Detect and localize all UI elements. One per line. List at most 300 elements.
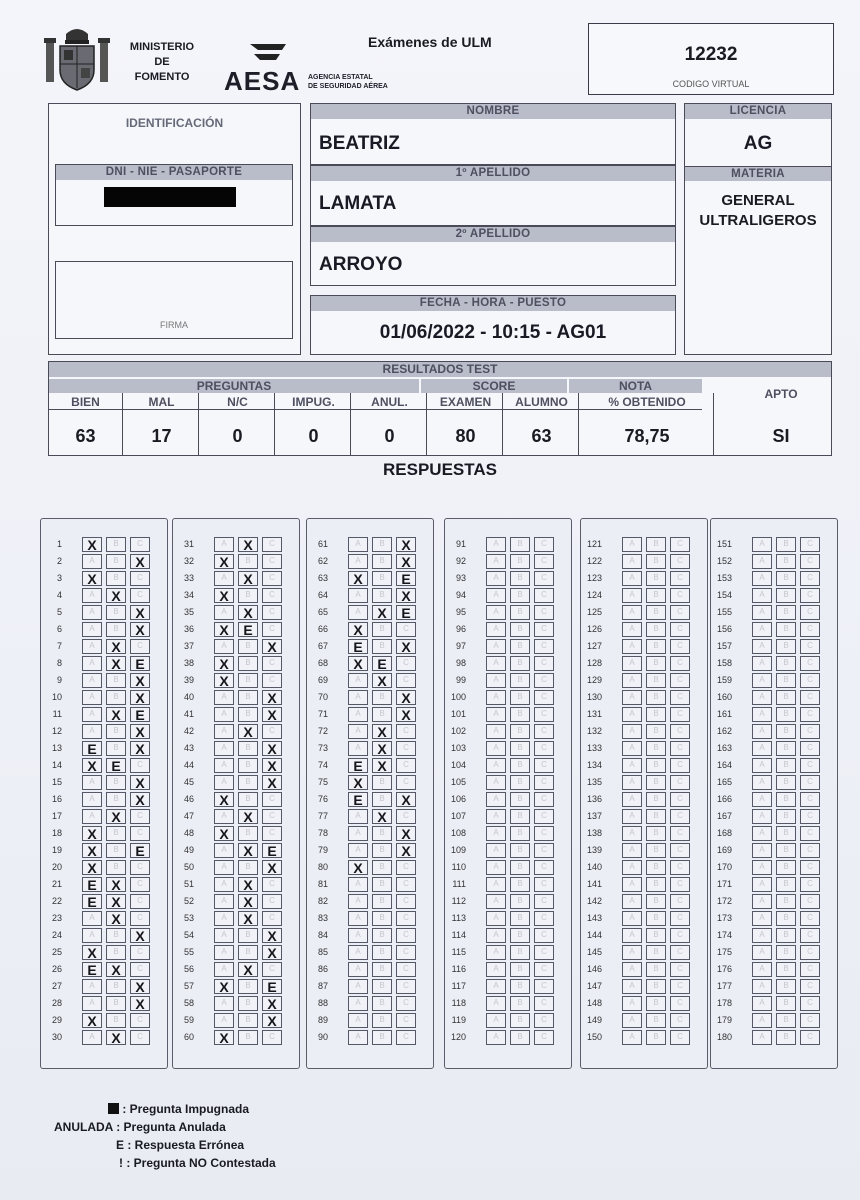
answer-bubble xyxy=(262,639,282,654)
answer-bubble xyxy=(396,809,416,824)
selected-answer-mark: X xyxy=(111,1030,121,1046)
option-letter: C xyxy=(541,1015,547,1024)
question-number: 65 xyxy=(317,607,328,617)
answer-bubble xyxy=(130,673,150,688)
option-letter: B xyxy=(653,726,659,735)
answer-bubble xyxy=(396,775,416,790)
answer-bubble xyxy=(510,996,530,1011)
answer-bubble xyxy=(214,554,234,569)
option-letter: A xyxy=(355,1015,361,1024)
answer-bubble xyxy=(800,588,820,603)
question-number: 58 xyxy=(183,998,194,1008)
question-number: 79 xyxy=(317,845,328,855)
option-letter: B xyxy=(245,556,251,565)
answer-bubble xyxy=(348,1030,368,1045)
agency-name-line: DE SEGURIDAD AÉREA xyxy=(308,83,388,90)
answer-bubble xyxy=(82,894,102,909)
answer-bubble xyxy=(510,962,530,977)
option-letter: C xyxy=(807,1032,813,1041)
answer-bubble xyxy=(130,724,150,739)
option-letter: C xyxy=(403,947,409,956)
answer-bubble xyxy=(752,928,772,943)
answer-bubble xyxy=(646,775,666,790)
answer-bubble xyxy=(670,1013,690,1028)
answer-bubble xyxy=(510,792,530,807)
surname2-value: ARROYO xyxy=(319,254,403,275)
answer-bubble xyxy=(372,775,392,790)
option-letter: B xyxy=(783,998,789,1007)
answer-bubble xyxy=(670,962,690,977)
answer-bubble xyxy=(238,605,258,620)
answer-bubble xyxy=(800,741,820,756)
option-letter: C xyxy=(541,675,547,684)
question-number: 103 xyxy=(450,743,466,753)
option-letter: C xyxy=(677,811,683,820)
question-number: 111 xyxy=(452,879,466,889)
answer-bubble xyxy=(670,656,690,671)
option-letter: B xyxy=(379,862,385,871)
question-number: 47 xyxy=(183,811,194,821)
answer-bubble xyxy=(534,792,554,807)
option-letter: B xyxy=(653,794,659,803)
option-letter: B xyxy=(517,828,523,837)
question-number: 26 xyxy=(51,964,62,974)
answer-bubble xyxy=(534,962,554,977)
option-letter: B xyxy=(379,828,385,837)
question-number: 175 xyxy=(716,947,732,957)
answer-bubble xyxy=(510,707,530,722)
option-letter: B xyxy=(517,590,523,599)
question-number: 141 xyxy=(586,879,602,889)
option-letter: A xyxy=(759,658,765,667)
option-letter: A xyxy=(629,709,635,718)
question-number: 78 xyxy=(317,828,328,838)
exam-title: Exámenes de ULM xyxy=(368,34,492,50)
option-letter: C xyxy=(541,845,547,854)
question-number: 13 xyxy=(51,743,62,753)
selected-answer-mark: X xyxy=(111,962,121,978)
question-number: 63 xyxy=(317,573,328,583)
option-letter: C xyxy=(541,590,547,599)
option-letter: B xyxy=(783,777,789,786)
option-letter: C xyxy=(677,709,683,718)
answer-bubble xyxy=(372,656,392,671)
answer-bubble xyxy=(106,707,126,722)
answer-bubble xyxy=(82,792,102,807)
option-letter: A xyxy=(89,981,95,990)
option-letter: C xyxy=(541,556,547,565)
answer-bubble xyxy=(776,809,796,824)
option-letter: B xyxy=(783,607,789,616)
answer-bubble xyxy=(752,894,772,909)
selected-answer-mark: X xyxy=(111,656,121,672)
answer-bubble xyxy=(534,826,554,841)
question-number: 92 xyxy=(455,556,466,566)
name-value: BEATRIZ xyxy=(319,133,400,154)
option-letter: B xyxy=(245,709,251,718)
option-letter: A xyxy=(759,794,765,803)
option-letter: B xyxy=(517,709,523,718)
answer-bubble xyxy=(510,554,530,569)
license-label: LICENCIA xyxy=(685,104,831,119)
answer-bubble xyxy=(262,724,282,739)
option-letter: A xyxy=(221,913,227,922)
answer-bubble xyxy=(348,605,368,620)
answer-bubble xyxy=(262,860,282,875)
option-letter: C xyxy=(677,641,683,650)
answer-bubble xyxy=(486,571,506,586)
option-letter: A xyxy=(221,573,227,582)
option-letter: B xyxy=(245,743,251,752)
option-letter: B xyxy=(783,760,789,769)
option-letter: B xyxy=(783,709,789,718)
option-letter: C xyxy=(807,947,813,956)
question-number: 33 xyxy=(183,573,194,583)
selected-answer-mark: X xyxy=(401,826,411,842)
option-letter: A xyxy=(355,913,361,922)
selected-answer-mark: X xyxy=(377,673,387,689)
answer-bubble xyxy=(130,945,150,960)
question-number: 39 xyxy=(183,675,194,685)
answer-bubble xyxy=(238,656,258,671)
option-letter: B xyxy=(379,896,385,905)
option-letter: C xyxy=(677,556,683,565)
option-letter: C xyxy=(807,862,813,871)
question-number: 70 xyxy=(317,692,328,702)
option-letter: C xyxy=(807,539,813,548)
answer-bubble xyxy=(510,622,530,637)
answer-bubble xyxy=(82,945,102,960)
option-letter: C xyxy=(677,1032,683,1041)
answer-bubble xyxy=(622,639,642,654)
option-letter: B xyxy=(245,658,251,667)
answer-bubble xyxy=(646,877,666,892)
selected-answer-mark: X xyxy=(219,554,229,570)
option-letter: B xyxy=(113,947,119,956)
option-letter: B xyxy=(653,641,659,650)
answer-bubble xyxy=(348,639,368,654)
option-letter: A xyxy=(221,709,227,718)
answer-bubble xyxy=(396,962,416,977)
answer-bubble xyxy=(348,758,368,773)
option-letter: C xyxy=(807,964,813,973)
answer-bubble xyxy=(396,724,416,739)
option-letter: C xyxy=(269,675,275,684)
answer-bubble xyxy=(752,690,772,705)
option-letter: B xyxy=(783,879,789,888)
question-number: 134 xyxy=(586,760,602,770)
option-letter: C xyxy=(137,862,143,871)
selected-answer-mark: X xyxy=(219,622,229,638)
option-letter: C xyxy=(807,709,813,718)
answer-bubble xyxy=(214,1030,234,1045)
answer-bubble xyxy=(130,826,150,841)
option-letter: B xyxy=(783,1015,789,1024)
answer-bubble xyxy=(646,741,666,756)
option-letter: C xyxy=(403,777,409,786)
option-letter: A xyxy=(493,692,499,701)
answer-bubble xyxy=(776,792,796,807)
answer-bubble xyxy=(214,979,234,994)
answer-bubble xyxy=(348,707,368,722)
question-number: 18 xyxy=(51,828,62,838)
answer-bubble xyxy=(130,656,150,671)
answer-bubble xyxy=(262,673,282,688)
answer-bubble xyxy=(752,792,772,807)
answer-bubble xyxy=(372,911,392,926)
option-letter: A xyxy=(629,913,635,922)
answer-bubble xyxy=(670,996,690,1011)
answer-bubble xyxy=(670,588,690,603)
selected-answer-mark: X xyxy=(135,741,145,757)
answer-bubble xyxy=(670,843,690,858)
answer-bubble xyxy=(622,622,642,637)
option-letter: C xyxy=(541,573,547,582)
option-letter: B xyxy=(653,862,659,871)
option-letter: A xyxy=(493,981,499,990)
answer-bubble xyxy=(800,758,820,773)
option-letter: C xyxy=(541,862,547,871)
answer-bubble xyxy=(622,860,642,875)
question-number: 109 xyxy=(450,845,466,855)
answer-bubble xyxy=(486,537,506,552)
answer-bubble xyxy=(534,911,554,926)
question-number: 27 xyxy=(51,981,62,991)
answer-bubble xyxy=(670,792,690,807)
answer-bubble xyxy=(396,571,416,586)
option-letter: A xyxy=(221,726,227,735)
answer-bubble xyxy=(130,809,150,824)
option-letter: C xyxy=(137,760,143,769)
answer-bubble xyxy=(646,809,666,824)
selected-answer-mark: X xyxy=(243,843,253,859)
selected-answer-mark: X xyxy=(267,741,277,757)
answer-bubble xyxy=(800,809,820,824)
option-letter: A xyxy=(493,913,499,922)
answer-bubble xyxy=(776,639,796,654)
answer-bubble xyxy=(396,554,416,569)
question-number: 54 xyxy=(183,930,194,940)
question-number: 114 xyxy=(451,930,466,940)
answer-bubble xyxy=(752,724,772,739)
answer-bubble xyxy=(106,877,126,892)
option-letter: A xyxy=(629,964,635,973)
option-letter: C xyxy=(807,556,813,565)
answer-bubble xyxy=(348,809,368,824)
option-letter: C xyxy=(541,641,547,650)
option-letter: C xyxy=(541,964,547,973)
option-letter: B xyxy=(783,981,789,990)
option-letter: C xyxy=(137,947,143,956)
selected-answer-mark: X xyxy=(135,605,145,621)
question-number: 12 xyxy=(51,726,62,736)
option-letter: A xyxy=(221,607,227,616)
answer-bubble xyxy=(776,826,796,841)
option-letter: A xyxy=(89,641,95,650)
legend-anulada: ANULADA : Pregunta Anulada xyxy=(54,1120,226,1134)
option-letter: B xyxy=(783,828,789,837)
answer-bubble xyxy=(372,673,392,688)
selected-answer-mark: X xyxy=(377,724,387,740)
option-letter: C xyxy=(403,675,409,684)
selected-answer-mark: X xyxy=(111,809,121,825)
option-letter: B xyxy=(517,981,523,990)
answer-bubble xyxy=(396,894,416,909)
answer-bubble xyxy=(800,707,820,722)
answer-bubble xyxy=(372,758,392,773)
answer-bubble xyxy=(622,656,642,671)
answer-bubble xyxy=(800,962,820,977)
question-number: 161 xyxy=(716,709,732,719)
option-letter: A xyxy=(629,896,635,905)
option-letter: B xyxy=(379,1015,385,1024)
answer-bubble xyxy=(372,962,392,977)
option-letter: C xyxy=(403,624,409,633)
answer-bubble xyxy=(348,1013,368,1028)
answer-bubble xyxy=(396,673,416,688)
answer-bubble xyxy=(82,588,102,603)
answer-bubble xyxy=(800,775,820,790)
question-number: 86 xyxy=(317,964,328,974)
answer-bubble xyxy=(752,605,772,620)
answer-bubble xyxy=(776,894,796,909)
answer-bubble xyxy=(106,622,126,637)
question-number: 117 xyxy=(451,981,466,991)
option-letter: A xyxy=(759,879,765,888)
answer-bubble xyxy=(646,537,666,552)
option-letter: A xyxy=(759,862,765,871)
option-letter: A xyxy=(629,777,635,786)
option-letter: B xyxy=(517,726,523,735)
answer-bubble xyxy=(534,707,554,722)
answer-bubble xyxy=(646,554,666,569)
answer-bubble xyxy=(752,537,772,552)
option-letter: B xyxy=(245,641,251,650)
option-letter: A xyxy=(221,947,227,956)
answer-bubble xyxy=(646,639,666,654)
answer-bubble xyxy=(372,826,392,841)
answer-bubble xyxy=(396,1013,416,1028)
answer-bubble xyxy=(262,945,282,960)
option-letter: A xyxy=(221,539,227,548)
answer-bubble xyxy=(238,809,258,824)
answers-title: RESPUESTAS xyxy=(383,460,497,479)
answer-bubble xyxy=(262,537,282,552)
answer-bubble xyxy=(214,877,234,892)
option-letter: C xyxy=(403,930,409,939)
option-letter: B xyxy=(653,913,659,922)
question-number: 72 xyxy=(317,726,328,736)
answer-bubble xyxy=(486,945,506,960)
option-letter: B xyxy=(113,539,119,548)
surname1-value: LAMATA xyxy=(319,193,397,214)
selected-answer-mark: X xyxy=(87,1013,97,1029)
selected-answer-mark: X xyxy=(111,707,121,723)
option-letter: A xyxy=(493,930,499,939)
answer-bubble xyxy=(670,537,690,552)
answer-bubble xyxy=(486,605,506,620)
wrong-answer-mark: E xyxy=(135,656,145,672)
answer-bubble xyxy=(372,588,392,603)
answer-bubble xyxy=(262,792,282,807)
answer-bubble xyxy=(486,622,506,637)
option-letter: A xyxy=(89,709,95,718)
answer-bubble xyxy=(82,724,102,739)
option-letter: B xyxy=(379,777,385,786)
option-letter: A xyxy=(221,845,227,854)
question-number: 108 xyxy=(450,828,466,838)
answer-bubble xyxy=(396,1030,416,1045)
question-number: 156 xyxy=(716,624,732,634)
option-letter: C xyxy=(677,964,683,973)
answer-bubble xyxy=(486,639,506,654)
selected-answer-mark: X xyxy=(219,979,229,995)
answer-bubble xyxy=(486,656,506,671)
answer-bubble xyxy=(82,843,102,858)
option-letter: A xyxy=(89,930,95,939)
license-value: AG xyxy=(743,133,773,154)
selected-answer-mark: X xyxy=(111,877,121,893)
answer-bubble xyxy=(776,1013,796,1028)
question-number: 46 xyxy=(183,794,194,804)
legend-no-contestada: ! : Pregunta NO Contestada xyxy=(119,1156,276,1170)
option-letter: B xyxy=(517,862,523,871)
answer-bubble xyxy=(348,741,368,756)
answer-bubble xyxy=(396,843,416,858)
question-number: 101 xyxy=(450,709,466,719)
answer-bubble xyxy=(130,775,150,790)
result-header: MAL xyxy=(148,395,175,409)
option-letter: B xyxy=(653,658,659,667)
subject-label: MATERIA xyxy=(685,166,831,181)
answer-bubble xyxy=(396,792,416,807)
answer-bubble xyxy=(238,588,258,603)
selected-answer-mark: X xyxy=(87,860,97,876)
option-letter: B xyxy=(113,607,119,616)
answer-bubble xyxy=(82,622,102,637)
answer-bubble xyxy=(106,758,126,773)
question-number: 118 xyxy=(451,998,466,1008)
option-letter: A xyxy=(493,709,499,718)
answer-bubble xyxy=(106,809,126,824)
option-letter: B xyxy=(379,692,385,701)
option-letter: B xyxy=(517,641,523,650)
question-number: 36 xyxy=(183,624,194,634)
option-letter: C xyxy=(677,675,683,684)
answer-bubble xyxy=(534,571,554,586)
option-letter: B xyxy=(113,777,119,786)
question-number: 121 xyxy=(586,539,602,549)
option-letter: C xyxy=(807,726,813,735)
answer-bubble xyxy=(510,741,530,756)
answer-bubble xyxy=(396,928,416,943)
option-letter: B xyxy=(653,845,659,854)
option-letter: C xyxy=(137,1015,143,1024)
answer-bubble xyxy=(510,979,530,994)
score-group-label: SCORE xyxy=(421,379,567,393)
answer-bubble xyxy=(776,775,796,790)
wrong-answer-mark: E xyxy=(87,962,97,978)
answer-bubble xyxy=(622,945,642,960)
question-number: 5 xyxy=(56,607,62,617)
option-letter: A xyxy=(493,539,499,548)
answer-bubble xyxy=(534,758,554,773)
answer-bubble xyxy=(262,775,282,790)
option-letter: A xyxy=(493,590,499,599)
option-letter: C xyxy=(541,607,547,616)
selected-answer-mark: X xyxy=(135,775,145,791)
option-letter: A xyxy=(89,794,95,803)
